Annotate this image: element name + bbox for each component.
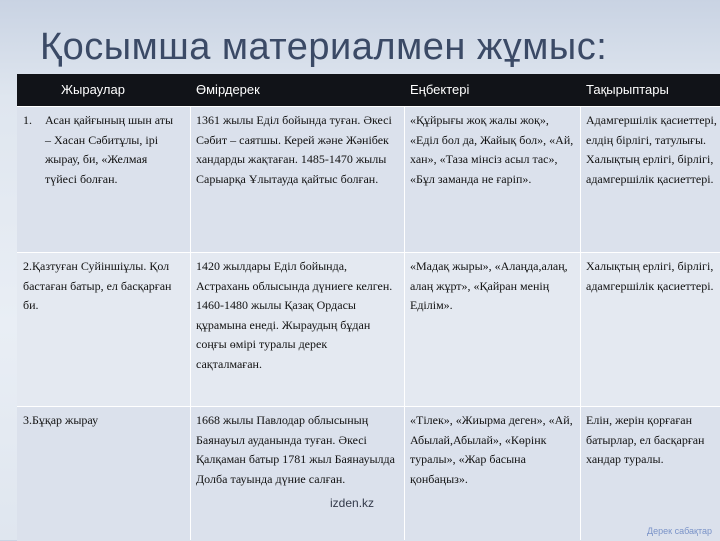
cell-works: «Тілек», «Жиырма деген», «Ай, Абылай,Абылай», «Көрінк туралы», «Жар басына қонбаңыз». [410,413,573,486]
header-takyryptary: Тақырыптары [586,82,669,97]
corner-link[interactable]: Дерек сабақтар [647,526,712,536]
cell-bio: 1668 жылы Павлодар облысының Баянауыл ауданында туған. Әкесі Қалқаман батыр 1781 жыл Баянауылда Долба тауында дүние салған. [196,413,395,486]
cell-bio: 1420 жылдары Еділ бойында, Астрахань облысында дүниеге келген. 1460-1480 жылы Қазақ Ордасы құрамына енеді. Жыраудың бұдан соңғы өмірі туралы дерек сақталмаған. [196,259,393,371]
column-divider [404,106,405,540]
column-divider [580,106,581,540]
header-omirderek: Өмірдерек [196,82,260,97]
header-zhyraular: Жыраулар [61,82,125,97]
name-text: 3.Бұқар жырау [23,413,99,427]
watermark: izden.kz [330,496,375,510]
cell-themes: Адамгершілік қасиеттері, елдің бірлігі, татулығы. Халықтың ерлігі, бірлігі, адамгершілік қасиеттері. [586,113,717,186]
cell-bio: 1361 жылы Еділ бойында туған. Әкесі Сәбит – саятшы. Керей және Жәнібек хандарды жақтаған. 1485-1470 жылы Сарыарқа Ұлытауда қайтыс болған. [196,113,392,186]
page-title: Қосымша материалмен жұмыс: [40,26,608,68]
name-text: 2.Қазтуған Суйіншіұлы. Қол бастаған батыр, ел басқарған би. [23,259,172,313]
column-divider [190,106,191,540]
cell-themes: Елін, жерін қорғаған батырлар, ел басқарған хандар туралы. [586,413,705,467]
header-enbekteri: Еңбектері [410,82,470,97]
cell-works: «Мадақ жыры», «Алаңда,алаң, алаң жұрт», «Қайран менің Еділім». [410,259,568,313]
cell-works: «Құйрығы жоқ жалы жоқ», «Еділ бол да, Жайық бол», «Ай, хан», «Таза мінсіз асыл тас», «Бұл заманда не ғаріп». [410,113,574,186]
table-row [17,106,720,253]
cell-themes: Халықтың ерлігі, бірлігі, адамгершілік қасиеттері. [586,259,714,293]
name-text: Асан қайғының шын аты – Хасан Сәбитұлы, ірі жырау, би, «Желмая түйесі болған. [45,113,174,186]
table-row [17,252,720,407]
data-table [17,74,720,540]
table-row [17,406,720,541]
table-header [17,74,720,106]
row-number: 1. [23,113,32,127]
